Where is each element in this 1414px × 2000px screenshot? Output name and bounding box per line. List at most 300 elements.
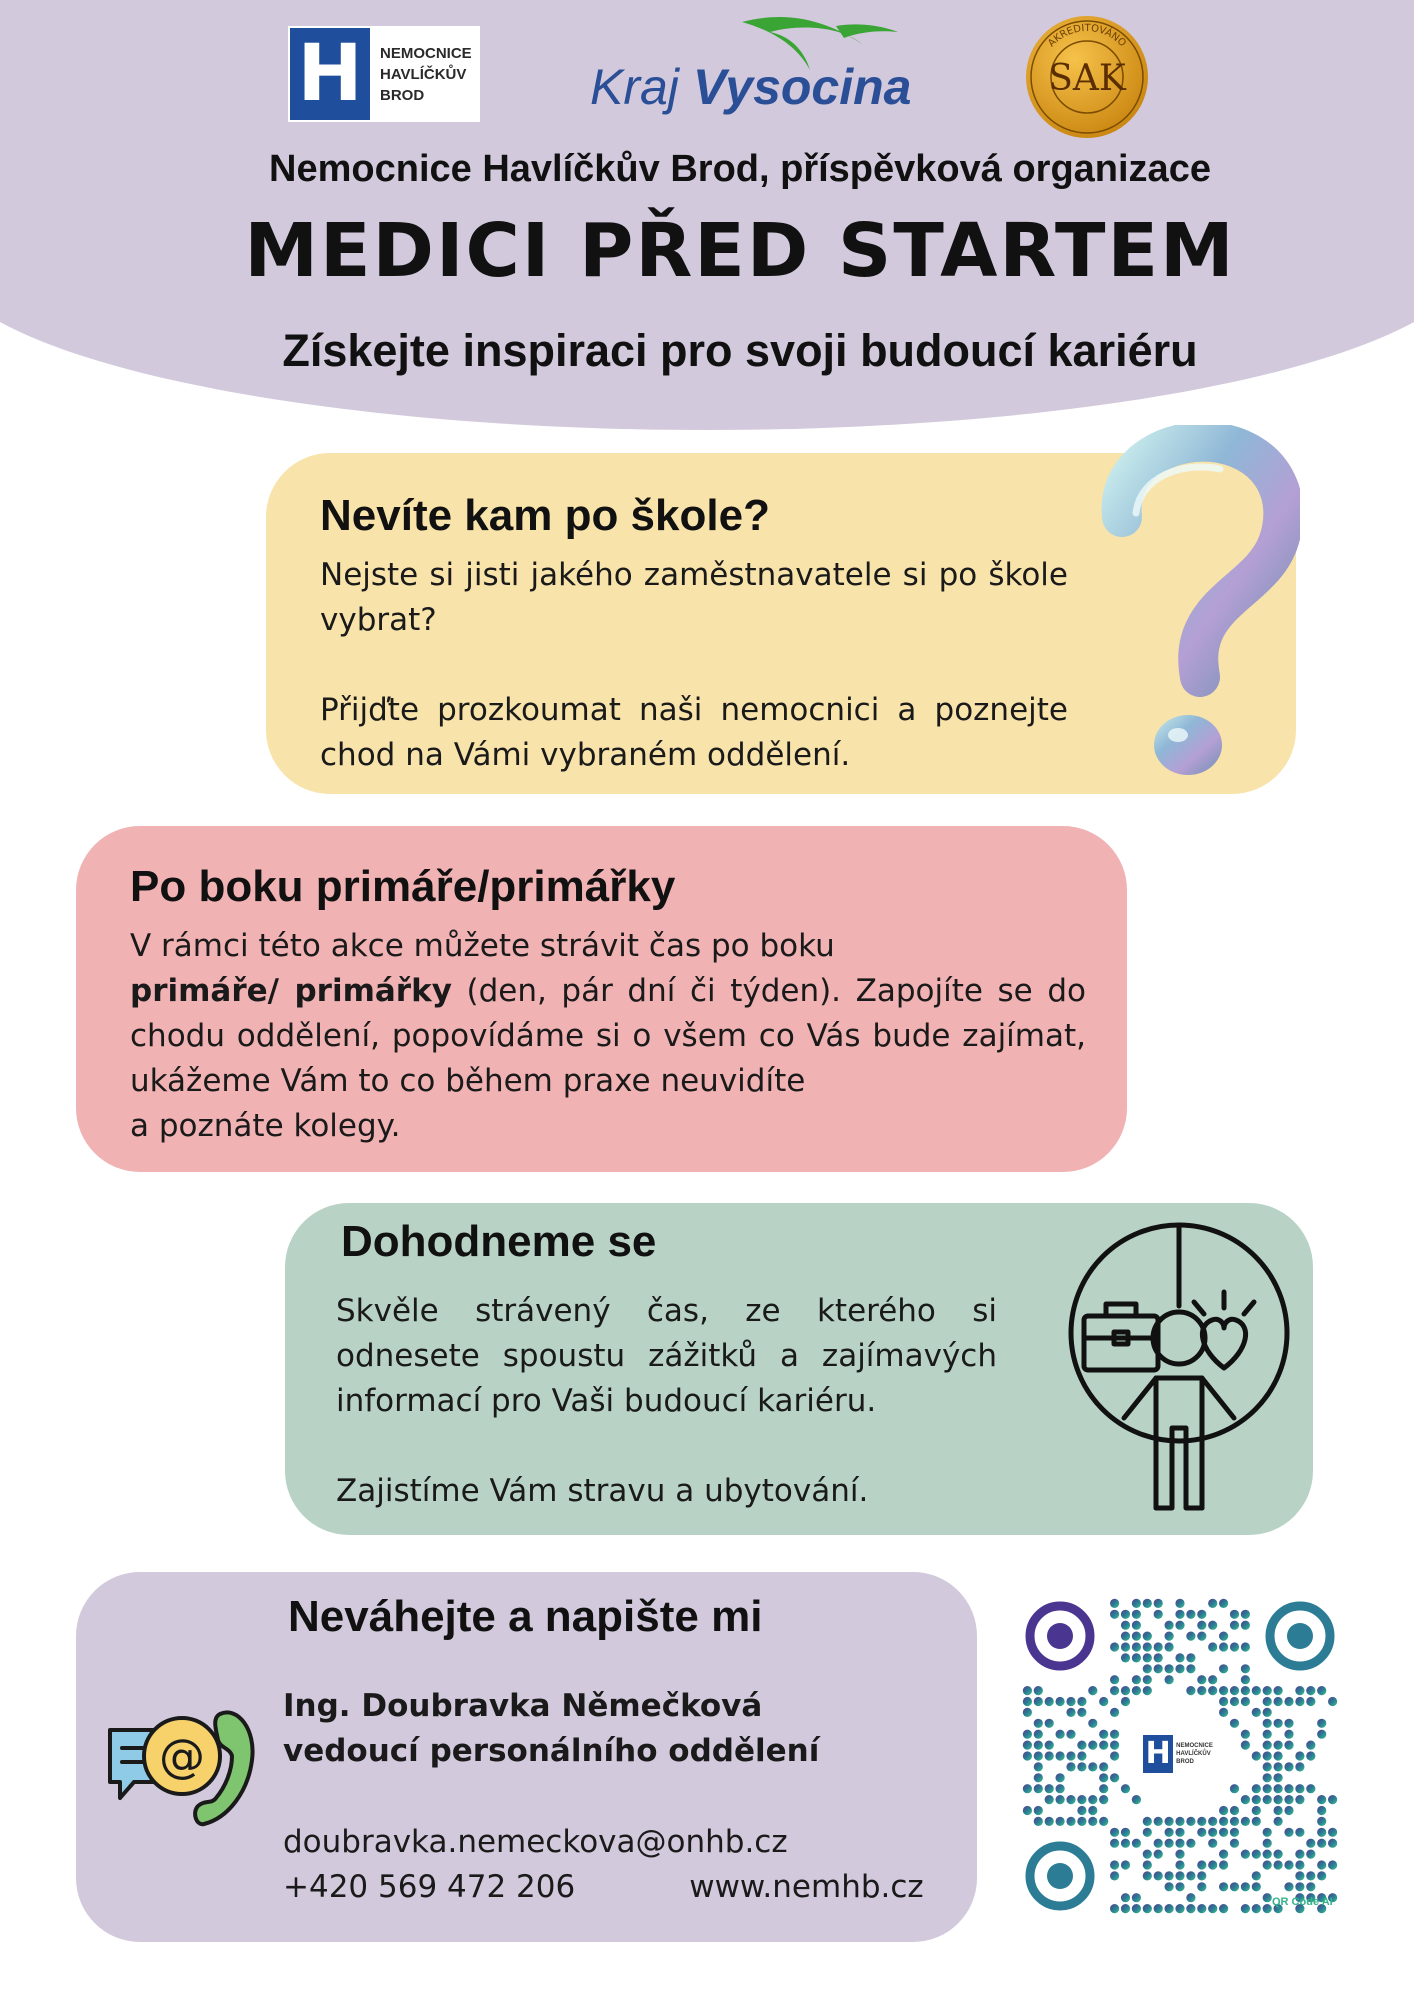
qr-module <box>1121 1686 1130 1695</box>
qr-module <box>1263 1893 1272 1902</box>
nemocnice-logo-line1: NEMOCNICE <box>380 44 472 62</box>
qr-module <box>1056 1730 1065 1739</box>
qr-module <box>1077 1708 1086 1717</box>
qr-module <box>1274 1850 1283 1859</box>
qr-module <box>1132 1599 1141 1608</box>
qr-module <box>1230 1817 1239 1826</box>
qr-module <box>1132 1642 1141 1651</box>
card-agreement-para2: Zajistíme Vám stravu a ubytování. <box>336 1473 869 1509</box>
qr-module <box>1241 1730 1250 1739</box>
qr-module <box>1284 1795 1293 1804</box>
qr-module <box>1208 1675 1217 1684</box>
qr-module <box>1284 1730 1293 1739</box>
qr-module <box>1088 1817 1097 1826</box>
qr-module <box>1252 1871 1261 1880</box>
qr-module <box>1284 1697 1293 1706</box>
qr-module <box>1175 1904 1184 1913</box>
card-primar-lead: V rámci této akce můžete strávit čas po boku <box>130 928 835 964</box>
qr-module <box>1154 1850 1163 1859</box>
qr-module <box>1121 1893 1130 1902</box>
qr-module <box>1121 1697 1130 1706</box>
qr-module <box>1230 1610 1239 1619</box>
contact-phone-web <box>283 1865 924 1910</box>
qr-module <box>1121 1784 1130 1793</box>
qr-module <box>1306 1686 1315 1695</box>
qr-module <box>1045 1817 1054 1826</box>
qr-module <box>1263 1828 1272 1837</box>
qr-module <box>1274 1795 1283 1804</box>
qr-module <box>1197 1817 1206 1826</box>
qr-module <box>1219 1686 1228 1695</box>
qr-module <box>1284 1882 1293 1891</box>
question-mark-icon <box>1092 425 1300 785</box>
nemocnice-logo-letter: H <box>297 29 363 119</box>
qr-module <box>1175 1882 1184 1891</box>
qr-module <box>1295 1850 1304 1859</box>
qr-module <box>1295 1697 1304 1706</box>
qr-module <box>1099 1784 1108 1793</box>
qr-module <box>1197 1610 1206 1619</box>
qr-module <box>1186 1632 1195 1641</box>
qr-module <box>1143 1817 1152 1826</box>
qr-module <box>1295 1762 1304 1771</box>
person-career-icon <box>1064 1218 1294 1518</box>
qr-module <box>1317 1686 1326 1695</box>
qr-module <box>1034 1730 1043 1739</box>
qr-module <box>1317 1806 1326 1815</box>
contact-person <box>283 1684 819 1774</box>
qr-module <box>1219 1697 1228 1706</box>
qr-logo-line2: HAVLÍČKŮV <box>1176 1751 1211 1757</box>
qr-module <box>1306 1882 1315 1891</box>
qr-module <box>1295 1860 1304 1869</box>
qr-module <box>1219 1599 1228 1608</box>
qr-module <box>1197 1904 1206 1913</box>
card-primar-rest: (den, pár dní či týden). Zapojíte se do chodu oddělení, popovídáme si o všem co Vás bude zajímat, ukážeme Vám to co během praxe neuvidíte <box>130 973 1086 1099</box>
qr-module <box>1175 1860 1184 1869</box>
qr-module <box>1045 1741 1054 1750</box>
qr-module <box>1121 1828 1130 1837</box>
qr-module <box>1110 1904 1119 1913</box>
card-primar-bold: primáře/ primářky <box>130 973 452 1009</box>
qr-module <box>1274 1697 1283 1706</box>
qr-module <box>1099 1817 1108 1826</box>
qr-module <box>1208 1621 1217 1630</box>
qr-module <box>1066 1697 1075 1706</box>
qr-module <box>1154 1642 1163 1651</box>
qr-module <box>1143 1904 1152 1913</box>
qr-module <box>1252 1806 1261 1815</box>
qr-module <box>1328 1860 1337 1869</box>
qr-module <box>1219 1860 1228 1869</box>
nemocnice-logo <box>288 26 480 122</box>
contact-phone[interactable]: +420 569 472 206 <box>283 1869 576 1905</box>
qr-module <box>1328 1795 1337 1804</box>
qr-module <box>1066 1708 1075 1717</box>
qr-module <box>1165 1675 1174 1684</box>
qr-module <box>1295 1795 1304 1804</box>
qr-module <box>1252 1904 1261 1913</box>
qr-module <box>1317 1795 1326 1804</box>
qr-module <box>1284 1784 1293 1793</box>
qr-module <box>1165 1839 1174 1848</box>
qr-module <box>1077 1795 1086 1804</box>
qr-module <box>1230 1686 1239 1695</box>
qr-module <box>1066 1817 1075 1826</box>
qr-module <box>1110 1741 1119 1750</box>
qr-module <box>1121 1860 1130 1869</box>
card-agreement-body <box>336 1289 997 1514</box>
qr-module <box>1230 1621 1239 1630</box>
qr-module <box>1143 1686 1152 1695</box>
qr-module <box>1186 1653 1195 1662</box>
page-subtitle: Získejte inspiraci pro svoji budoucí kariéru <box>282 325 1198 376</box>
qr-module <box>1263 1850 1272 1859</box>
qr-module <box>1284 1762 1293 1771</box>
qr-module <box>1121 1621 1130 1630</box>
qr-module <box>1110 1599 1119 1608</box>
qr-module <box>1186 1610 1195 1619</box>
page-title: MEDICI PŘED STARTEM <box>244 208 1236 294</box>
qr-logo-line3: BROD <box>1176 1759 1194 1765</box>
qr-module <box>1132 1795 1141 1804</box>
qr-module <box>1034 1817 1043 1826</box>
qr-module <box>1034 1773 1043 1782</box>
qr-module <box>1241 1795 1250 1804</box>
qr-module <box>1197 1860 1206 1869</box>
qr-module <box>1056 1751 1065 1760</box>
qr-module <box>1219 1632 1228 1641</box>
qr-module <box>1317 1719 1326 1728</box>
qr-module <box>1165 1817 1174 1826</box>
qr-module <box>1328 1839 1337 1848</box>
qr-module <box>1175 1599 1184 1608</box>
qr-module <box>1263 1784 1272 1793</box>
qr-module <box>1186 1817 1195 1826</box>
qr-module <box>1056 1697 1065 1706</box>
card-agreement-title: Dohodneme se <box>341 1217 657 1266</box>
qr-module <box>1165 1828 1174 1837</box>
qr-module <box>1088 1719 1097 1728</box>
qr-module <box>1121 1904 1130 1913</box>
qr-module <box>1175 1839 1184 1848</box>
qr-module <box>1208 1642 1217 1651</box>
qr-center-logo <box>1124 1700 1232 1808</box>
qr-module <box>1165 1882 1174 1891</box>
qr-module <box>1186 1871 1195 1880</box>
qr-module <box>1274 1741 1283 1750</box>
qr-module <box>1295 1828 1304 1837</box>
qr-module <box>1208 1599 1217 1608</box>
qr-module <box>1219 1664 1228 1673</box>
qr-module <box>1263 1741 1272 1750</box>
qr-module <box>1023 1751 1032 1760</box>
card-after-school-title: Nevíte kam po škole? <box>320 491 770 540</box>
qr-module <box>1252 1882 1261 1891</box>
contact-role: vedoucí personálního oddělení <box>283 1733 820 1769</box>
qr-module <box>1197 1675 1206 1684</box>
qr-module <box>1284 1741 1293 1750</box>
qr-module <box>1034 1751 1043 1760</box>
qr-module <box>1274 1784 1283 1793</box>
qr-module <box>1208 1839 1217 1848</box>
qr-module <box>1110 1860 1119 1869</box>
qr-module <box>1056 1817 1065 1826</box>
card-agreement-para1: Skvěle strávený čas, ze kterého si odnesete spoustu zážitků a zajímavých informací pro Vaši budoucí kariéru. <box>336 1293 997 1419</box>
card-after-school-para1: Nejste si jisti jakého zaměstnavatele si po škole vybrat? <box>320 557 1068 638</box>
qr-module <box>1219 1642 1228 1651</box>
qr-module <box>1034 1741 1043 1750</box>
qr-module <box>1252 1784 1261 1793</box>
qr-module <box>1197 1686 1206 1695</box>
qr-module <box>1132 1610 1141 1619</box>
qr-module <box>1143 1675 1152 1684</box>
nemocnice-logo-line2: HAVLÍČKŮV <box>380 65 467 83</box>
qr-module <box>1306 1697 1315 1706</box>
qr-module <box>1077 1762 1086 1771</box>
qr-module <box>1230 1828 1239 1837</box>
nemocnice-logo-mark <box>290 28 370 120</box>
qr-module <box>1252 1817 1261 1826</box>
qr-module <box>1034 1806 1043 1815</box>
qr-module <box>1295 1686 1304 1695</box>
qr-module <box>1219 1708 1228 1717</box>
qr-module <box>1317 1730 1326 1739</box>
qr-module <box>1110 1751 1119 1760</box>
qr-module <box>1208 1828 1217 1837</box>
kraj-vysocina-logo <box>590 14 910 124</box>
card-after-school-para2: Přijďte prozkoumat naši nemocnici a poznejte chod na Vámi vybraném oddělení. <box>320 692 1068 773</box>
qr-module <box>1306 1871 1315 1880</box>
qr-module <box>1241 1817 1250 1826</box>
qr-module <box>1110 1675 1119 1684</box>
qr-module <box>1023 1806 1032 1815</box>
qr-module <box>1295 1751 1304 1760</box>
qr-module <box>1219 1904 1228 1913</box>
qr-module <box>1110 1828 1119 1837</box>
card-primar <box>76 826 1127 1172</box>
qr-module <box>1110 1839 1119 1848</box>
qr-module <box>1230 1806 1239 1815</box>
qr-module <box>1066 1795 1075 1804</box>
qr-module <box>1186 1686 1195 1695</box>
qr-module <box>1165 1642 1174 1651</box>
qr-module <box>1241 1741 1250 1750</box>
qr-module <box>1110 1773 1119 1782</box>
qr-module <box>1186 1664 1195 1673</box>
qr-module <box>1230 1839 1239 1848</box>
svg-text:@: @ <box>159 1729 205 1783</box>
qr-module <box>1066 1730 1075 1739</box>
qr-module <box>1099 1795 1108 1804</box>
qr-module <box>1066 1751 1075 1760</box>
qr-module <box>1034 1686 1043 1695</box>
qr-module <box>1165 1664 1174 1673</box>
qr-module <box>1241 1850 1250 1859</box>
qr-module <box>1165 1621 1174 1630</box>
qr-module <box>1186 1839 1195 1848</box>
qr-module <box>1252 1708 1261 1717</box>
qr-module <box>1306 1741 1315 1750</box>
qr-module <box>1143 1632 1152 1641</box>
qr-module <box>1175 1828 1184 1837</box>
qr-logo-letter: H <box>1143 1735 1173 1773</box>
qr-module <box>1077 1817 1086 1826</box>
qr-module <box>1143 1850 1152 1859</box>
qr-module <box>1274 1773 1283 1782</box>
qr-module <box>1110 1642 1119 1651</box>
qr-module <box>1219 1882 1228 1891</box>
contact-email[interactable]: doubravka.nemeckova@onhb.cz <box>283 1824 788 1860</box>
qr-module <box>1219 1850 1228 1859</box>
qr-module <box>1197 1632 1206 1641</box>
qr-module <box>1154 1871 1163 1880</box>
sak-accreditation-seal-icon <box>1024 14 1150 140</box>
qr-module <box>1263 1904 1272 1913</box>
contact-web[interactable]: www.nemhb.cz <box>689 1869 924 1905</box>
qr-module <box>1317 1860 1326 1869</box>
qr-module <box>1284 1828 1293 1837</box>
qr-module <box>1252 1686 1261 1695</box>
qr-module <box>1230 1642 1239 1651</box>
qr-module <box>1143 1664 1152 1673</box>
qr-module <box>1099 1773 1108 1782</box>
qr-module <box>1143 1860 1152 1869</box>
qr-module <box>1066 1762 1075 1771</box>
qr-module <box>1263 1708 1272 1717</box>
qr-module <box>1197 1871 1206 1880</box>
qr-module <box>1045 1719 1054 1728</box>
qr-module <box>1023 1708 1032 1717</box>
qr-module <box>1045 1784 1054 1793</box>
qr-module <box>1056 1773 1065 1782</box>
qr-module <box>1154 1653 1163 1662</box>
qr-module <box>1208 1860 1217 1869</box>
card-primar-main <box>130 969 1086 1104</box>
qr-module <box>1110 1871 1119 1880</box>
qr-module <box>1154 1664 1163 1673</box>
qr-module <box>1317 1839 1326 1848</box>
qr-module <box>1263 1860 1272 1869</box>
qr-module <box>1241 1686 1250 1695</box>
qr-module <box>1132 1653 1141 1662</box>
card-after-school-body <box>320 553 1068 778</box>
qr-module <box>1274 1719 1283 1728</box>
qr-module <box>1143 1642 1152 1651</box>
qr-module <box>1045 1697 1054 1706</box>
qr-module <box>1088 1795 1097 1804</box>
qr-module <box>1034 1719 1043 1728</box>
qr-module <box>1034 1762 1043 1771</box>
qr-module <box>1175 1871 1184 1880</box>
qr-module <box>1263 1839 1272 1848</box>
qr-module <box>1132 1893 1141 1902</box>
qr-module <box>1328 1828 1337 1837</box>
qr-module <box>1263 1686 1272 1695</box>
qr-module <box>1143 1653 1152 1662</box>
qr-module <box>1219 1828 1228 1837</box>
qr-module <box>1263 1719 1272 1728</box>
contact-name: Ing. Doubravka Němečková <box>283 1688 763 1724</box>
organization-name: Nemocnice Havlíčkův Brod, příspěvková organizace <box>269 148 1211 190</box>
qr-module <box>1045 1751 1054 1760</box>
qr-module <box>1023 1686 1032 1695</box>
qr-module <box>1295 1882 1304 1891</box>
contact-details <box>283 1820 924 1910</box>
qr-module <box>1274 1751 1283 1760</box>
qr-module <box>1023 1741 1032 1750</box>
qr-module <box>1274 1806 1283 1815</box>
qr-module <box>1317 1828 1326 1837</box>
qr-module <box>1241 1642 1250 1651</box>
qr-module <box>1088 1686 1097 1695</box>
qr-module <box>1132 1621 1141 1630</box>
qr-module <box>1088 1741 1097 1750</box>
qr-module <box>1230 1882 1239 1891</box>
nemocnice-logo-line3: BROD <box>380 86 425 104</box>
qr-module <box>1099 1697 1108 1706</box>
card-primar-body <box>130 924 1086 1149</box>
qr-module <box>1121 1839 1130 1848</box>
qr-module <box>1175 1621 1184 1630</box>
qr-module <box>1175 1817 1184 1826</box>
qr-module <box>1154 1904 1163 1913</box>
qr-module <box>1241 1697 1250 1706</box>
qr-module <box>1088 1806 1097 1815</box>
qr-module <box>1295 1784 1304 1793</box>
qr-module <box>1295 1871 1304 1880</box>
qr-module <box>1143 1871 1152 1880</box>
card-primar-title: Po boku primáře/primářky <box>130 862 676 911</box>
qr-module <box>1154 1599 1163 1608</box>
qr-module <box>1263 1773 1272 1782</box>
qr-tag: QR Code AI <box>1272 1896 1333 1908</box>
qr-module <box>1110 1686 1119 1695</box>
qr-module <box>1045 1795 1054 1804</box>
qr-module <box>1252 1751 1261 1760</box>
qr-module <box>1263 1697 1272 1706</box>
qr-module <box>1219 1817 1228 1826</box>
qr-module <box>1121 1653 1130 1662</box>
card-primar-last: a poznáte kolegy. <box>130 1108 401 1144</box>
qr-module <box>1230 1697 1239 1706</box>
qr-module <box>1274 1860 1283 1869</box>
qr-module <box>1284 1806 1293 1815</box>
qr-module <box>1121 1610 1130 1619</box>
contact-title: Neváhejte a napište mi <box>288 1592 763 1641</box>
qr-module <box>1306 1850 1315 1859</box>
qr-module <box>1306 1751 1315 1760</box>
qr-module <box>1175 1664 1184 1673</box>
qr-module <box>1132 1904 1141 1913</box>
qr-module <box>1274 1686 1283 1695</box>
qr-module <box>1208 1686 1217 1695</box>
qr-module <box>1132 1686 1141 1695</box>
qr-module <box>1099 1730 1108 1739</box>
qr-module <box>1121 1632 1130 1641</box>
qr-module <box>1328 1697 1337 1706</box>
qr-module <box>1077 1741 1086 1750</box>
contact-chat-phone-icon <box>100 1700 258 1830</box>
qr-module <box>1143 1828 1152 1837</box>
qr-module <box>1023 1697 1032 1706</box>
qr-module <box>1110 1708 1119 1717</box>
kraj-word1: Kraj <box>590 59 679 115</box>
qr-module <box>1186 1893 1195 1902</box>
qr-module <box>1263 1762 1272 1771</box>
qr-module <box>1252 1795 1261 1804</box>
qr-module <box>1023 1784 1032 1793</box>
